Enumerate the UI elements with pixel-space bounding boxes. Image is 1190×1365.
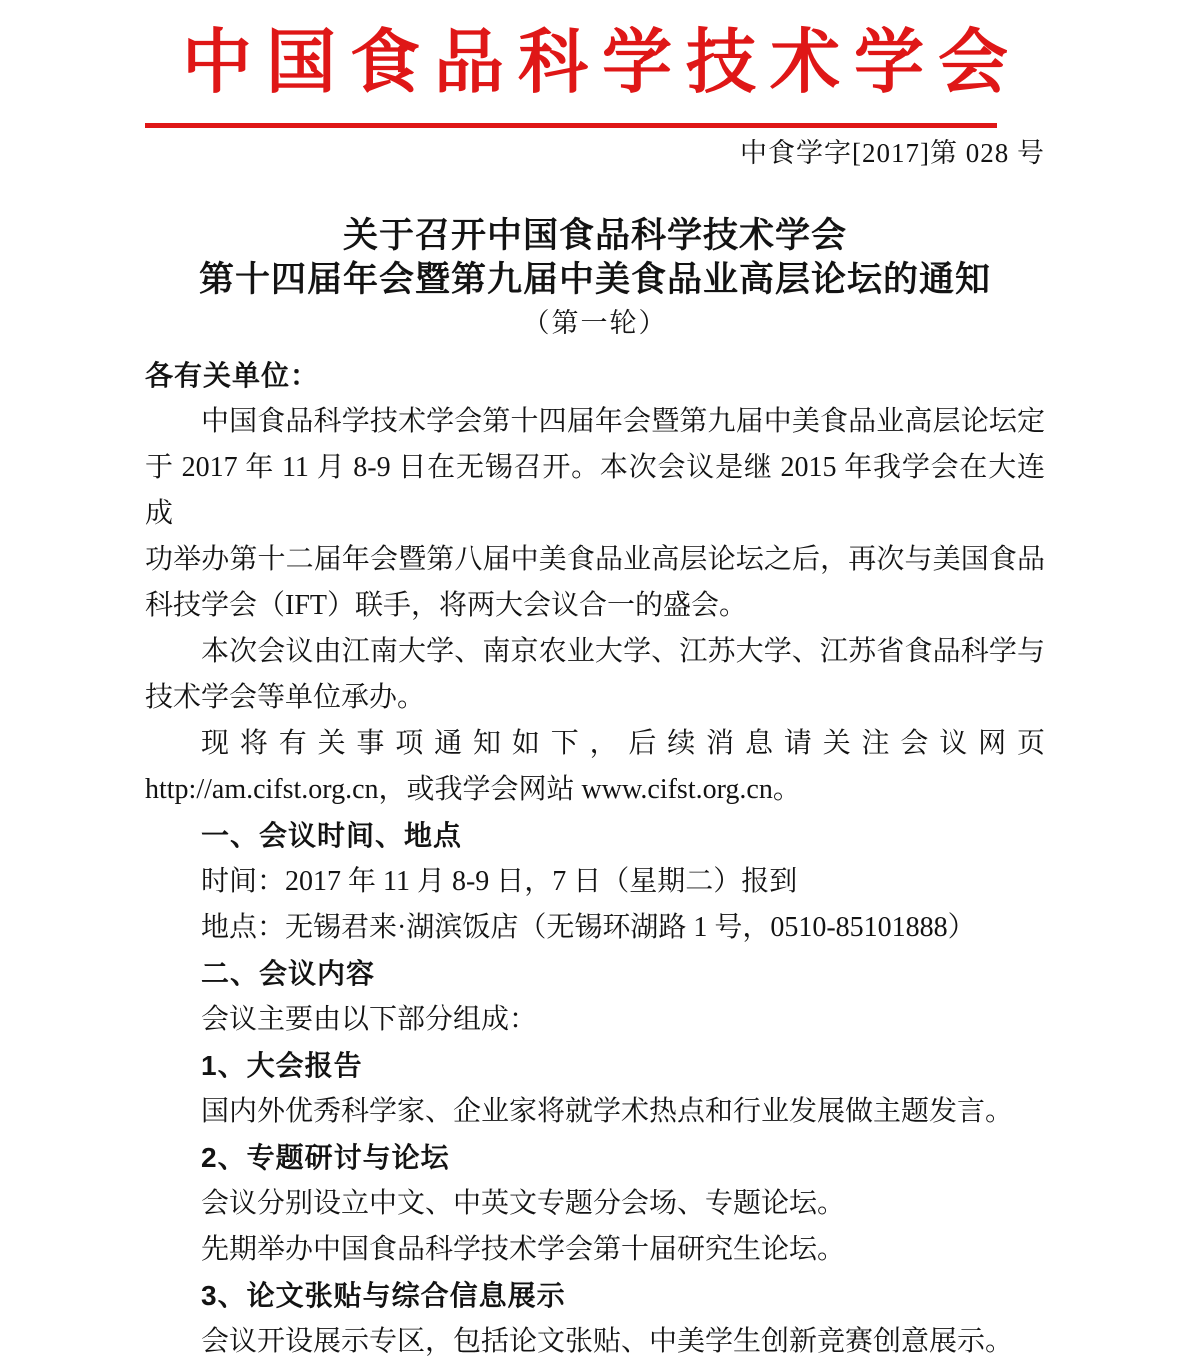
item3-line1: 会议开设展示专区，包括论文张贴、中美学生创新竞赛创意展示。 (201, 1326, 1014, 1357)
paragraph2-line2: 技术学会等单位承办。 (145, 682, 426, 713)
item2-heading: 2、专题研讨与论坛 (201, 1142, 450, 1173)
section1-place-line: 地点：无锡君来·湖滨饭店（无锡环湖路 1 号，0510-85101888） (201, 912, 976, 943)
paragraph2-line1: 本次会议由江南大学、南京农业大学、江苏大学、江苏省食品科学与 (201, 636, 1045, 667)
red-divider (145, 123, 997, 128)
section1-time-line: 时间：2017 年 11 月 8-9 日，7 日（星期二）报到 (201, 866, 798, 897)
item1-heading: 1、大会报告 (201, 1050, 363, 1081)
paragraph1-line2: 于 2017 年 11 月 8-9 日在无锡召开。本次会议是继 2015 年我学会在大连成 (145, 452, 1045, 529)
paragraph1-line3: 功举办第十二届年会暨第八届中美食品业高层论坛之后，再次与美国食品 (145, 544, 1045, 575)
paragraph3-line2: http://am.cifst.org.cn，或我学会网站 www.cifst.org.cn。 (145, 774, 801, 805)
paragraph1-line1: 中国食品科学技术学会第十四届年会暨第九届中美食品业高层论坛定 (201, 406, 1045, 437)
salutation: 各有关单位： (145, 360, 320, 391)
notice-title (145, 214, 1045, 302)
item2-line2: 先期举办中国食品科学技术学会第十届研究生论坛。 (201, 1234, 846, 1265)
notice-body (145, 353, 1045, 1365)
paragraph3-line1: 现将有关事项通知如下，后续消息请关注会议网页 (201, 728, 1045, 759)
notice-title-line1: 关于召开中国食品科学技术学会 (342, 216, 847, 255)
notice-title-line2: 第十四届年会暨第九届中美食品业高层论坛的通知 (198, 260, 991, 299)
letterhead-org-name: 中国食品科学技术学会 (182, 25, 1022, 102)
doc-number: 中食学字[2017]第 028 号 (740, 138, 1045, 168)
item3-heading: 3、论文张贴与综合信息展示 (201, 1280, 566, 1311)
paragraph1-line4: 科技学会（IFT）联手，将两大会议合一的盛会。 (145, 590, 748, 621)
letterhead (145, 20, 1045, 170)
item1-line1: 国内外优秀科学家、企业家将就学术热点和行业发展做主题发言。 (201, 1096, 1014, 1127)
item2-line1: 会议分别设立中文、中英文专题分会场、专题论坛。 (201, 1188, 846, 1219)
section1-heading: 一、会议时间、地点 (201, 820, 463, 851)
section2-intro: 会议主要由以下部分组成： (201, 1004, 538, 1035)
section2-heading: 二、会议内容 (201, 958, 376, 989)
round-note: （第一轮） (522, 308, 668, 338)
